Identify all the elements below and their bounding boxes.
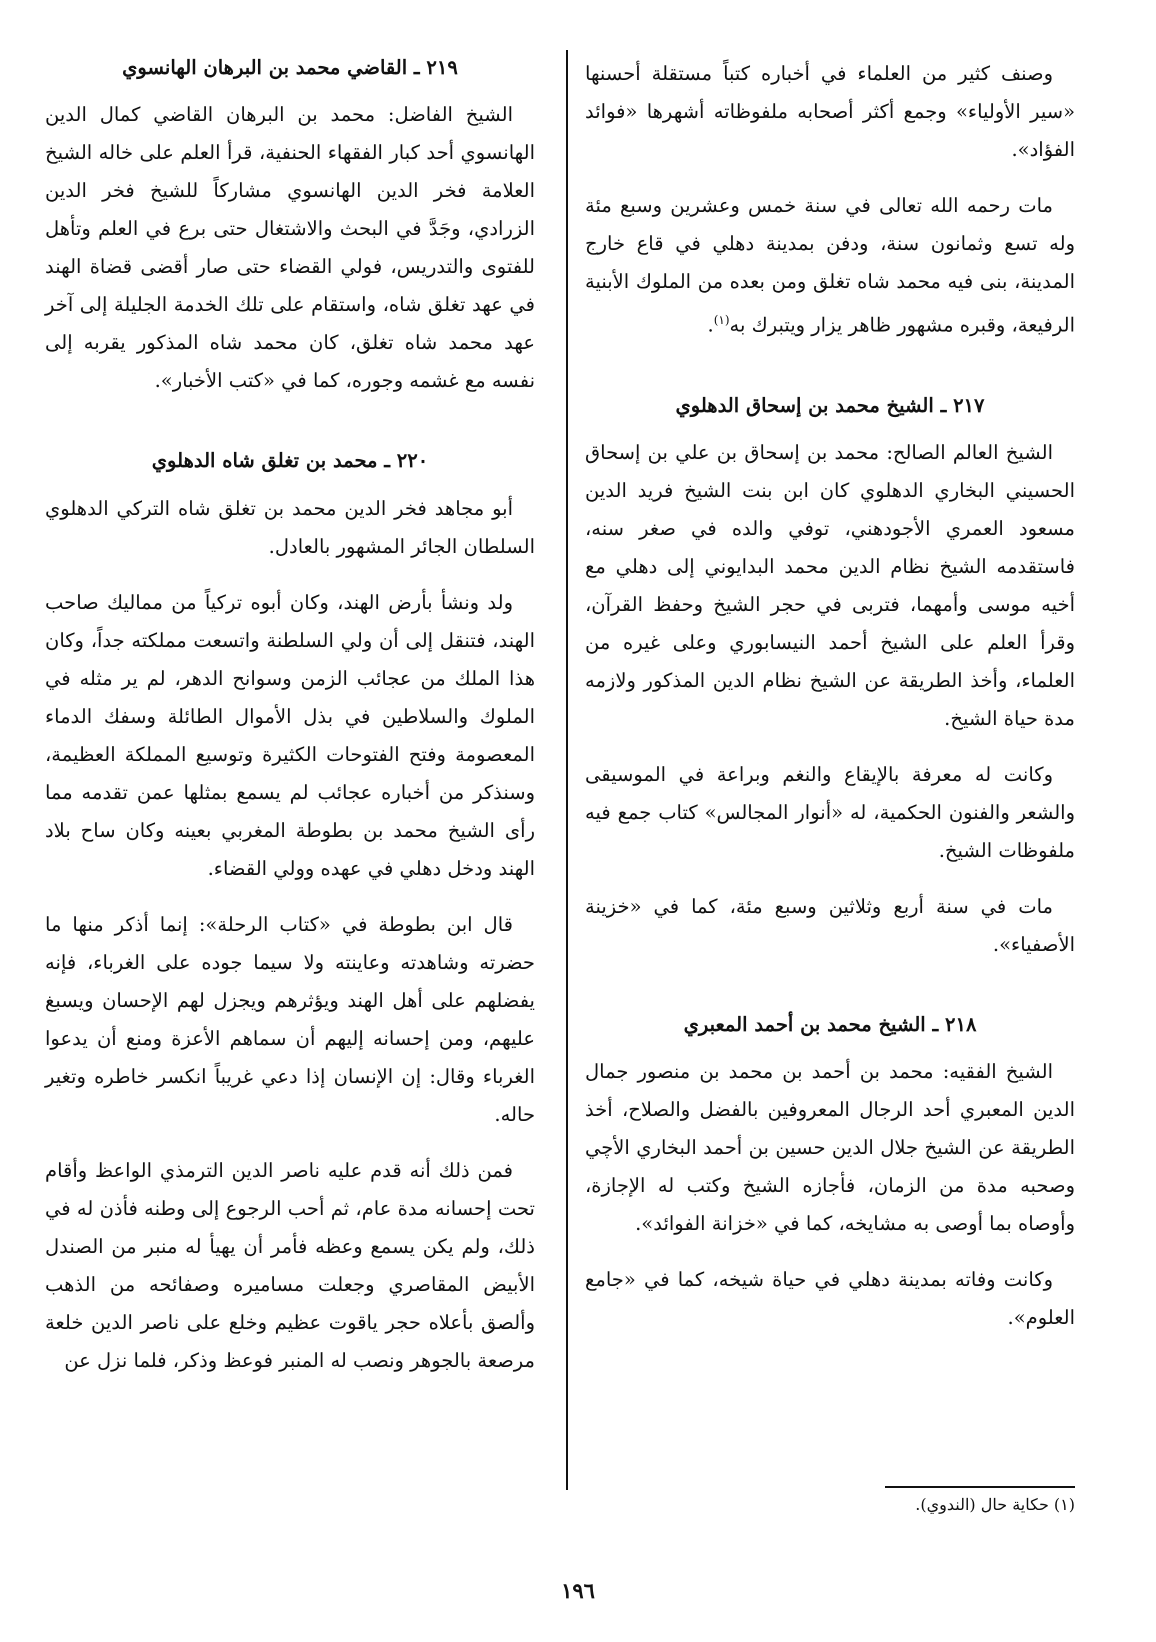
paragraph: الشيخ الفقيه: محمد بن أحمد بن محمد بن منصور جمال الدين المعبري أحد الرجال المعروفين بالفضل والصلاح، أخذ الطريقة عن الشيخ جلال الدين حسين بن أحمد البخاري الأچي وصحبه مدة من الزمان، فأجازه الشيخ وكتب له الإجازة، وأوصاه بما أوصى به مشايخه، كما في «خزانة الفوائد». (585, 1060, 1075, 1236)
paragraph: وكانت له معرفة بالإيقاع والنغم وبراعة في الموسيقى والشعر والفنون الحكمية، له «أنوار المجالس» كتاب جمع فيه ملفوظات الشيخ. (585, 762, 1075, 862)
left-column (45, 55, 535, 1380)
entry-heading-220: ٢٢٠ ـ محمد بن تغلق شاه الدهلوي (151, 449, 429, 473)
paragraph: الشيخ العالم الصالح: محمد بن إسحاق بن علي بن إسحاق الحسيني البخاري الدهلوي كان ابن بنت الشيخ فريد الدين مسعود العمري الأجودهني، توفي والده في صغر سنه، فاستقدمه الشيخ نظام الدين محمد البدايوني إلى دهلي مع أخيه موسى وأمهما، فتربى في حجر الشيخ وحفظ القرآن، وقرأ العلم على الشيخ أحمد النيسابوري وعلى غيره من العلماء، وأخذ الطريقة عن الشيخ نظام الدين المذكور ولازمه مدة حياة الشيخ. (585, 440, 1075, 730)
column-divider (566, 50, 568, 1490)
right-column (585, 55, 1075, 1337)
paragraph: وصنف كثير من العلماء في أخباره كتباً مستقلة أحسنها «سير الأولياء» وجمع أكثر أصحابه ملفوظاته أشهرها «فوائد الفؤاد». (585, 62, 1075, 161)
footnote-separator (885, 1486, 1075, 1488)
entry-heading-218: ٢١٨ ـ الشيخ محمد بن أحمد المعبري (683, 1012, 977, 1036)
footnote: (١) حكاية حال (الندوي). (915, 1495, 1075, 1514)
paragraph: فمن ذلك أنه قدم عليه ناصر الدين الترمذي الواعظ وأقام تحت إحسانه مدة عام، ثم أحب الرجوع إلى وطنه فأذن له في ذلك، ولم يكن يسمع وعظه فأمر أن يهيأ له منبر من الصندل الأبيض المقاصري وجعلت مساميره وصفائحه من الذهب وألصق بأعلاه حجر ياقوت عظيم وخلع على ناصر الدين خلعة مرصعة بالجوهر ونصب له المنبر فوعظ وذكر، فلما نزل عن (45, 1158, 535, 1372)
paragraph: مات رحمه الله تعالى في سنة خمس وعشرين وسبع مئة وله تسع وثمانون سنة، ودفن بمدينة دهلي في قاع خارج المدينة، بنى فيه محمد شاه تغلق ومن بعده من الملوك الأبنية الرفيعة، وقبره مشهور ظاهر يزار ويتبرك به$^{(١)}$. (585, 194, 1075, 337)
footnote-reference: (١) (713, 313, 730, 327)
page-number: ١٩٦ (561, 1578, 595, 1603)
paragraph: مات في سنة أربع وثلاثين وسبع مئة، كما في «خزينة الأصفياء». (585, 894, 1075, 956)
paragraph: وكانت وفاته بمدينة دهلي في حياة شيخه، كما في «جامع العلوم». (585, 1268, 1075, 1330)
paragraph: الشيخ الفاضل: محمد بن البرهان القاضي كمال الدين الهانسوي أحد كبار الفقهاء الحنفية، قرأ العلم على خاله الشيخ العلامة فخر الدين الهانسوي مشاركاً للشيخ فخر الدين الزرادي، وجَدَّ في البحث والاشتغال حتى برع في العلم وتأهل للفتوى والتدريس، فولي القضاء حتى صار أقضى قضاة الهند في عهد تغلق شاه، واستقام على تلك الخدمة الجليلة إلى آخر عهد محمد شاه تغلق، كان محمد شاه المذكور يقربه إلى نفسه مع غشمه وجوره، كما في «كتب الأخبار». (45, 103, 535, 393)
paragraph: أبو مجاهد فخر الدين محمد بن تغلق شاه التركي الدهلوي السلطان الجائر المشهور بالعادل. (45, 496, 535, 558)
paragraph: ولد ونشأ بأرض الهند، وكان أبوه تركياً من مماليك صاحب الهند، فتنقل إلى أن ولي السلطنة واتسعت مملكته جداً، وكان هذا الملك من عجائب الزمن وسوانح الدهر، لم ير مثله في الملوك والسلاطين في بذل الأموال الطائلة وسفك الدماء المعصومة وفتح الفتوحات الكثيرة وتوسيع المملكة العظيمة، وسنذكر من أخباره عجائب لم يسمع بمثلها عمن تقدمه مما رأى الشيخ محمد بن بطوطة المغربي بعينه وكان ساح بلاد الهند ودخل دهلي في عهده وولي القضاء. (45, 590, 535, 880)
paragraph-text: مات رحمه الله تعالى في سنة خمس وعشرين وسبع مئة وله تسع وثمانون سنة، ودفن بمدينة دهلي في قاع خارج المدينة، بنى فيه محمد شاه تغلق ومن بعده من الملوك الأبنية الرفيعة، وقبره مشهور ظاهر يزار ويتبرك به (585, 194, 1075, 337)
entry-heading-217: ٢١٧ ـ الشيخ محمد بن إسحاق الدهلوي (675, 393, 985, 417)
paragraph: قال ابن بطوطة في «كتاب الرحلة»: إنما أذكر منها ما حضرته وشاهدته وعاينته ولا سيما جوده على الغرباء، فإنه يفضلهم على أهل الهند ويؤثرهم ويجزل لهم الإحسان ويسبغ عليهم، ومن إحسانه إليهم أن سماهم الأعزة ومنع أن يدعوا الغرباء وقال: إن الإنسان إذا دعي غريباً انكسر خاطره وتغير حاله. (45, 912, 535, 1126)
entry-heading-219: ٢١٩ ـ القاضي محمد بن البرهان الهانسوي (122, 56, 458, 79)
